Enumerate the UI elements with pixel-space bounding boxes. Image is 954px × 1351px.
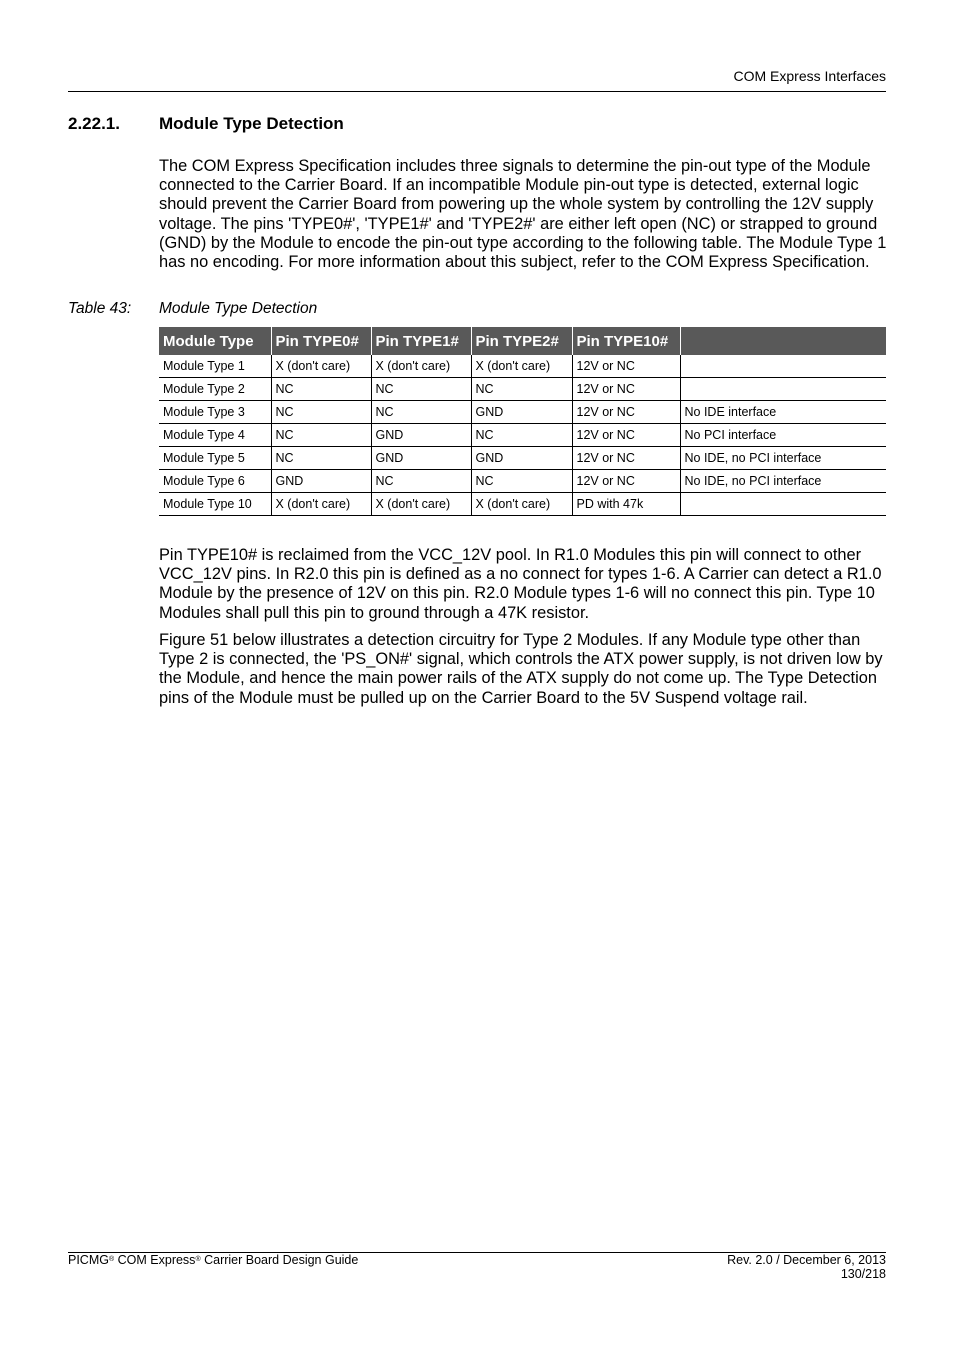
cell-pin-type1: GND xyxy=(371,447,471,470)
cell-module-type: Module Type 10 xyxy=(159,493,271,516)
footer-meta xyxy=(600,1253,886,1281)
cell-pin-type0: NC xyxy=(271,424,371,447)
header-module-type: Module Type xyxy=(159,327,271,355)
cell-pin-type1: NC xyxy=(371,378,471,401)
cell-notes xyxy=(680,378,886,401)
type10-paragraph: Pin TYPE10# is reclaimed from the VCC_12V pool. In R1.0 Modules this pin will connect to other VCC_12V pins. In R2.0 this pin is defined as a no connect for types 1-6. A Carrier can detect a R1.0 Module by the presence of 12V on this pin. R2.0 Module types 1-6 will no connect this pin. Type 10 Modules shall pull this pin to ground through a 47K resistor. xyxy=(159,546,882,622)
cell-pin-type0: X (don't care) xyxy=(271,355,371,378)
table-row xyxy=(159,470,886,493)
section-title: Module Type Detection xyxy=(159,114,344,133)
header-pin-type2: Pin TYPE2# xyxy=(471,327,572,355)
cell-module-type: Module Type 2 xyxy=(159,378,271,401)
cell-pin-type1: NC xyxy=(371,470,471,493)
cell-pin-type0: NC xyxy=(271,447,371,470)
table-row xyxy=(159,401,886,424)
cell-pin-type1: X (don't care) xyxy=(371,493,471,516)
cell-notes xyxy=(680,355,886,378)
cell-notes: No IDE interface xyxy=(680,401,886,424)
cell-notes: No IDE, no PCI interface xyxy=(680,470,886,493)
cell-pin-type2: X (don't care) xyxy=(471,355,572,378)
table-row xyxy=(159,424,886,447)
cell-pin-type0: NC xyxy=(271,401,371,424)
footer-page-number: 130/218 xyxy=(840,1267,886,1281)
cell-pin-type10: 12V or NC xyxy=(572,424,680,447)
footer-revision: Rev. 2.0 / December 6, 2013 xyxy=(727,1253,886,1267)
module-type-table xyxy=(159,327,886,516)
cell-pin-type10: PD with 47k xyxy=(572,493,680,516)
cell-pin-type0: NC xyxy=(271,378,371,401)
cell-pin-type10: 12V or NC xyxy=(572,355,680,378)
cell-module-type: Module Type 1 xyxy=(159,355,271,378)
cell-pin-type10: 12V or NC xyxy=(572,447,680,470)
header-notes xyxy=(680,327,886,355)
cell-pin-type2: NC xyxy=(471,424,572,447)
footer-guide: Carrier Board Design Guide xyxy=(204,1253,359,1267)
cell-pin-type10: 12V or NC xyxy=(572,378,680,401)
cell-notes: No IDE, no PCI interface xyxy=(680,447,886,470)
registered-mark: ® xyxy=(108,1256,115,1263)
running-header: COM Express Interfaces xyxy=(733,68,886,84)
header-pin-type1: Pin TYPE1# xyxy=(371,327,471,355)
table-row xyxy=(159,493,886,516)
cell-pin-type1: NC xyxy=(371,401,471,424)
registered-mark: ® xyxy=(195,1256,201,1263)
cell-pin-type2: X (don't care) xyxy=(471,493,572,516)
cell-module-type: Module Type 6 xyxy=(159,470,271,493)
cell-pin-type2: GND xyxy=(471,401,572,424)
cell-pin-type10: 12V or NC xyxy=(572,401,680,424)
figure-paragraph: Figure 51 below illustrates a detection circuitry for Type 2 Modules. If any Module type other than Type 2 is connected, the 'PS_ON#' signal, which controls the ATX power supply, is not driven low by the Module, and hence the main power rails of the ATX supply do not come up. The Type Detection pins of the Module must be pulled up on the Carrier Board to the 5V Suspend voltage rail. xyxy=(159,631,883,707)
intro-paragraph: The COM Express Specification includes three signals to determine the pin-out type of the Module connected to the Carrier Board. If an incompatible Module pin-out type is detected, external logic should prevent the Carrier Board from powering up the whole system by controlling the 12V supply voltage. The pins 'TYPE0#', 'TYPE1#' and 'TYPE2#' are either left open (NC) or strapped to ground (GND) by the Module to encode the pin-out type according to the following table. The Module Type 1 has no encoding. For more information about this subject, refer to the COM Express Specification. xyxy=(159,157,887,272)
cell-pin-type10: 12V or NC xyxy=(572,470,680,493)
cell-pin-type1: X (don't care) xyxy=(371,355,471,378)
table-caption-label: Table 43: xyxy=(68,300,132,317)
footer-brand: PICMG xyxy=(68,1253,109,1267)
cell-pin-type1: GND xyxy=(371,424,471,447)
footer-product: COM Express xyxy=(117,1253,196,1267)
table-row xyxy=(159,447,886,470)
cell-pin-type2: NC xyxy=(471,470,572,493)
header-pin-type10: Pin TYPE10# xyxy=(572,327,680,355)
table-caption-text: Module Type Detection xyxy=(159,300,318,317)
table-header-row xyxy=(159,327,886,355)
header-pin-type0: Pin TYPE0# xyxy=(271,327,371,355)
cell-pin-type2: GND xyxy=(471,447,572,470)
table-row xyxy=(159,378,886,401)
cell-pin-type0: GND xyxy=(271,470,371,493)
cell-notes xyxy=(680,493,886,516)
cell-module-type: Module Type 4 xyxy=(159,424,271,447)
header-rule xyxy=(68,91,886,92)
cell-pin-type0: X (don't care) xyxy=(271,493,371,516)
footer-document-title xyxy=(68,1253,358,1268)
cell-notes: No PCI interface xyxy=(680,424,886,447)
section-number: 2.22.1. xyxy=(68,114,120,133)
cell-module-type: Module Type 5 xyxy=(159,447,271,470)
table-row xyxy=(159,355,886,378)
cell-module-type: Module Type 3 xyxy=(159,401,271,424)
cell-pin-type2: NC xyxy=(471,378,572,401)
